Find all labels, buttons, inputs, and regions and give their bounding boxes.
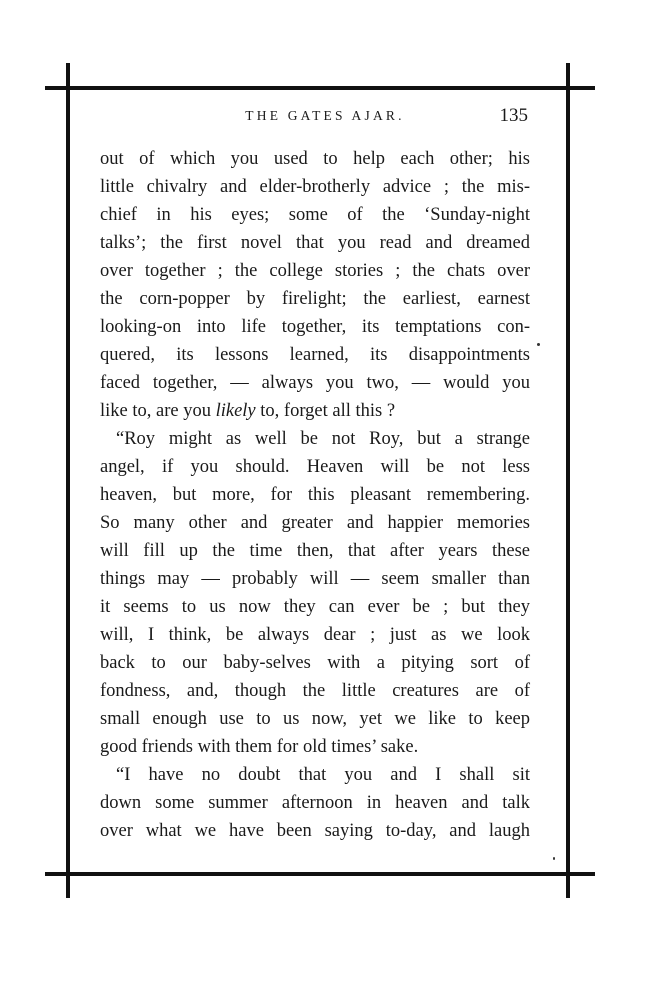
text-line: chief in his eyes; some of the ‘Sunday-night — [100, 205, 530, 225]
emphasized-word: likely — [215, 401, 256, 421]
text-line: little chivalry and elder-brotherly advice ; the mis- — [100, 177, 530, 197]
text-line: heaven, but more, for this pleasant remembering. — [100, 485, 530, 505]
text-line: the corn-popper by firelight; the earliest, earnest — [100, 289, 530, 309]
page-header — [100, 105, 530, 129]
text-line: fondness, and, though the little creatures are of — [100, 681, 530, 701]
text-line: over what we have been saying to-day, and laugh — [100, 821, 530, 841]
text-line: will fill up the time then, that after years these — [100, 541, 530, 561]
text-line: will, I think, be always dear ; just as we look — [100, 625, 530, 645]
text-fragment: to, forget all this ? — [255, 401, 396, 421]
body-text — [100, 145, 530, 845]
text-line: out of which you used to help each other; his — [100, 149, 530, 169]
top-border-rule — [45, 86, 595, 90]
text-line: quered, its lessons learned, its disappointments — [100, 345, 530, 365]
text-line: things may — probably will — seem smaller than — [100, 569, 530, 589]
text-line: So many other and greater and happier memories — [100, 513, 530, 533]
bottom-border-rule — [45, 872, 595, 876]
page-number: 135 — [499, 105, 528, 126]
text-line — [100, 397, 530, 425]
right-border-rule — [566, 63, 570, 898]
text-line: back to our baby-selves with a pitying sort of — [100, 653, 530, 673]
text-line: small enough use to us now, yet we like to keep — [100, 709, 530, 729]
text-line: good friends with them for old times’ sake. — [100, 737, 419, 757]
ink-speck — [553, 857, 555, 860]
paragraph-first-line: “Roy might as well be not Roy, but a strange — [116, 429, 530, 449]
text-fragment: like to, are you — [100, 401, 216, 421]
text-line: talks’; the first novel that you read and dreamed — [100, 233, 530, 253]
text-line: faced together, — always you two, — would you — [100, 373, 530, 393]
text-line: angel, if you should. Heaven will be not less — [100, 457, 530, 477]
text-line: it seems to us now they can ever be ; but they — [100, 597, 530, 617]
text-line: looking-on into life together, its temptations con- — [100, 317, 530, 337]
paragraph-first-line: “I have no doubt that you and I shall sit — [116, 765, 530, 785]
running-title: THE GATES AJAR. — [245, 108, 405, 123]
text-line: over together ; the college stories ; the chats over — [100, 261, 530, 281]
text-line: down some summer afternoon in heaven and talk — [100, 793, 530, 813]
ink-speck — [537, 343, 540, 346]
left-border-rule — [66, 63, 70, 898]
